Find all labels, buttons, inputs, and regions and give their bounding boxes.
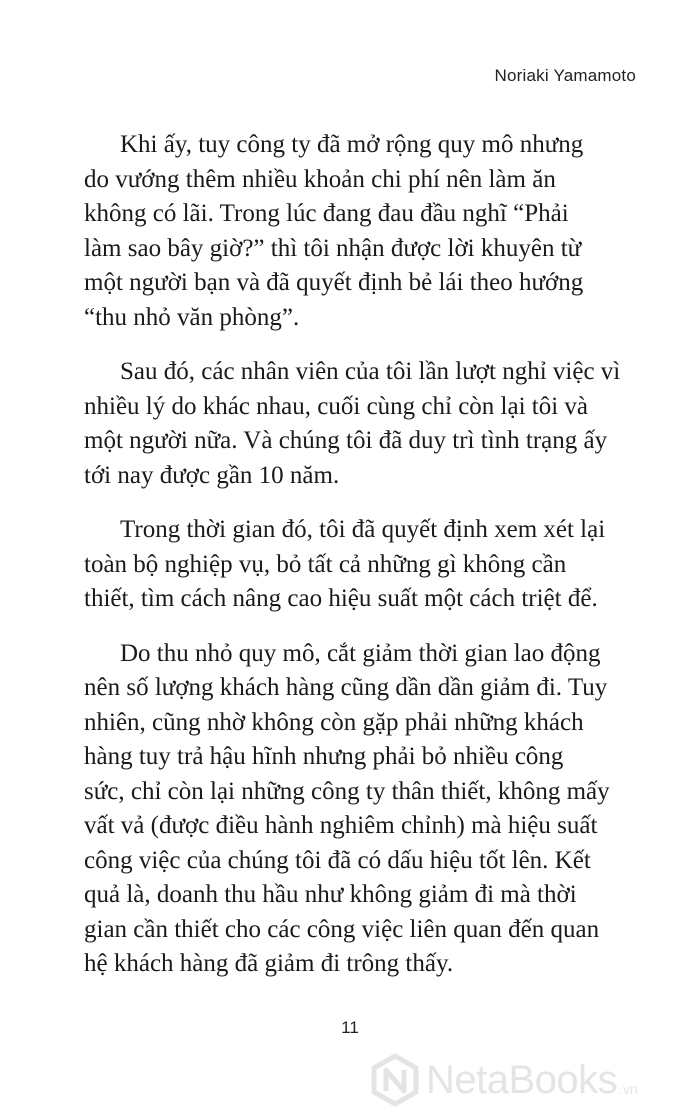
paragraph-2 — [84, 355, 626, 493]
text-line: không có lãi. Trong lúc đang đau đầu nghĩ “Phải — [84, 200, 569, 227]
text-line: Do thu nhỏ quy mô, cắt giảm thời gian lao động — [120, 639, 601, 667]
text-line: quả là, doanh thu hầu như không giảm đi mà thời — [84, 881, 577, 908]
text-line: hàng tuy trả hậu hĩnh nhưng phải bỏ nhiều công — [84, 743, 564, 770]
text-line: Khi ấy, tuy công ty đã mở rộng quy mô nhưng — [120, 131, 584, 158]
netabooks-logo-icon — [368, 1053, 422, 1107]
text-line: một người nữa. Và chúng tôi đã duy trì tình trạng ấy — [84, 427, 608, 454]
paragraph-1 — [84, 128, 626, 335]
page-number: 11 — [341, 1018, 359, 1037]
text-line: thiết, tìm cách nâng cao hiệu suất một cách triệt để. — [84, 585, 598, 612]
text-line: do vướng thêm nhiều khoản chi phí nên làm ăn — [84, 165, 556, 193]
text-line: tới nay được gần 10 năm. — [84, 461, 340, 489]
paragraph-4 — [84, 637, 626, 982]
watermark-suffix: .vn — [619, 1081, 638, 1097]
text-line: nên số lượng khách hàng cũng dần dần giảm đi. Tuy — [84, 674, 608, 701]
body-text — [84, 128, 626, 1002]
text-line: làm sao bây giờ?” thì tôi nhận được lời khuyên từ — [84, 234, 582, 262]
text-line: “thu nhỏ văn phòng”. — [84, 303, 300, 331]
text-line: một người bạn và đã quyết định bẻ lái theo hướng — [84, 269, 584, 296]
text-line: Sau đó, các nhân viên của tôi lần lượt nghỉ việc vì — [120, 358, 621, 385]
text-line: vất vả (được điều hành nghiêm chỉnh) mà hiệu suất — [84, 812, 598, 839]
watermark — [368, 1050, 700, 1110]
text-line: nhiên, cũng nhờ không còn gặp phải những khách — [84, 708, 584, 736]
text-line: gian cần thiết cho các công việc liên quan đến quan — [84, 915, 600, 943]
paragraph-3 — [84, 513, 626, 617]
text-line: nhiều lý do khác nhau, cuối cùng chỉ còn lại tôi và — [84, 392, 589, 420]
running-header-author: Noriaki Yamamoto — [494, 66, 636, 85]
text-line: hệ khách hàng đã giảm đi trông thấy. — [84, 950, 454, 977]
watermark-brand: NetaBooks — [426, 1057, 618, 1102]
text-line: Trong thời gian đó, tôi đã quyết định xem xét lại — [120, 516, 606, 543]
text-line: sức, chỉ còn lại những công ty thân thiết, không mấy — [84, 777, 610, 805]
text-line: toàn bộ nghiệp vụ, bỏ tất cả những gì không cần — [84, 550, 567, 578]
text-line: công việc của chúng tôi đã có dấu hiệu tốt lên. Kết — [84, 846, 591, 874]
